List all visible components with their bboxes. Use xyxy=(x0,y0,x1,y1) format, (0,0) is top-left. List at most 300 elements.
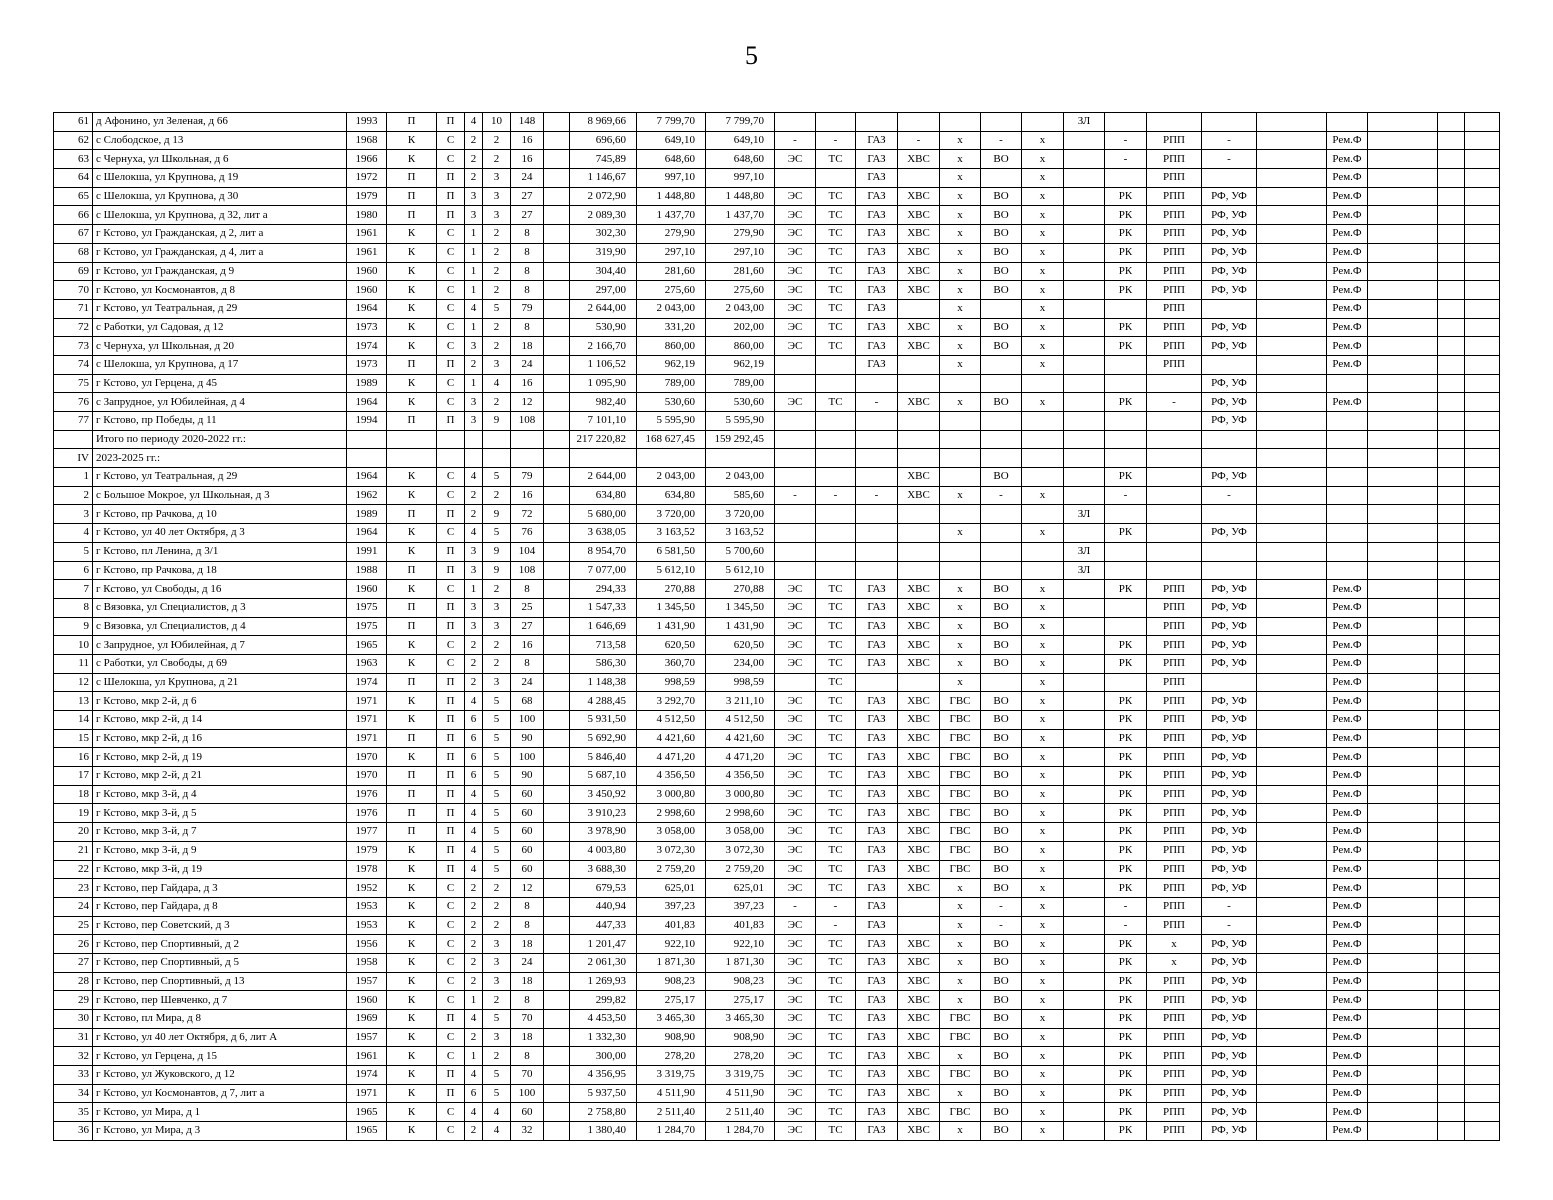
cell-kr: х xyxy=(1022,785,1064,804)
cell-rf xyxy=(1202,673,1257,692)
cell-year: 1971 xyxy=(347,729,387,748)
cell-gaz: ГАЗ xyxy=(856,916,898,935)
cell-remf: Рем.Ф xyxy=(1327,206,1368,225)
cell-extra-e4 xyxy=(1438,991,1465,1010)
cell-rpp: РПП xyxy=(1147,281,1202,300)
cell-extra-e5 xyxy=(1465,1010,1500,1029)
cell-floors: 6 xyxy=(465,711,483,730)
cell-floors: 1 xyxy=(465,318,483,337)
cell-rpp: РПП xyxy=(1147,991,1202,1010)
cell-vo xyxy=(981,355,1022,374)
cell-area_living: 3 465,30 xyxy=(637,1010,706,1029)
cell-rf: РФ, УФ xyxy=(1202,206,1257,225)
cell-vo xyxy=(981,524,1022,543)
housing-registry-table xyxy=(53,112,1500,1141)
cell-floors: 3 xyxy=(465,598,483,617)
cell-floors: 1 xyxy=(465,374,483,393)
table-row xyxy=(54,1066,1500,1085)
cell-kr: х xyxy=(1022,767,1064,786)
cell-area_res: 5 595,90 xyxy=(706,412,775,431)
cell-entrances: 5 xyxy=(483,804,511,823)
cell-extra-e5 xyxy=(1465,243,1500,262)
cell-kr: х xyxy=(1022,187,1064,206)
cell-extra-e3 xyxy=(1368,823,1438,842)
cell-roof: С xyxy=(437,1103,465,1122)
cell-year: 1952 xyxy=(347,879,387,898)
cell-extra-e3 xyxy=(1368,991,1438,1010)
cell-no: 28 xyxy=(54,972,93,991)
cell-address: г Кстово, ул Герцена, д 15 xyxy=(93,1047,347,1066)
cell-floors: 4 xyxy=(465,299,483,318)
cell-gaz: ГАЗ xyxy=(856,860,898,879)
cell-area_total: 4 356,95 xyxy=(570,1066,637,1085)
cell-gaz: ГАЗ xyxy=(856,169,898,188)
cell-address: г Кстово, мкр 3-й, д 7 xyxy=(93,823,347,842)
cell-roof: П xyxy=(437,542,465,561)
cell-es xyxy=(775,430,816,449)
page-number: 5 xyxy=(745,41,758,70)
cell-extra-e1 xyxy=(544,935,570,954)
cell-es: ЭС xyxy=(775,804,816,823)
cell-no: 76 xyxy=(54,393,93,412)
table-row xyxy=(54,654,1500,673)
cell-entrances: 2 xyxy=(483,318,511,337)
cell-kr: х xyxy=(1022,1028,1064,1047)
cell-area_living: 1 448,80 xyxy=(637,187,706,206)
cell-extra-e5 xyxy=(1465,225,1500,244)
cell-area_res: 2 043,00 xyxy=(706,468,775,487)
cell-year: 1956 xyxy=(347,935,387,954)
cell-entrances: 5 xyxy=(483,692,511,711)
cell-hvs: ХВС xyxy=(898,879,940,898)
cell-es: ЭС xyxy=(775,337,816,356)
cell-hvs: ХВС xyxy=(898,206,940,225)
cell-rk: РК xyxy=(1105,1122,1147,1141)
cell-year: 1964 xyxy=(347,393,387,412)
cell-es: ЭС xyxy=(775,318,816,337)
cell-extra-e1 xyxy=(544,355,570,374)
cell-wall xyxy=(387,449,437,468)
cell-rf: РФ, УФ xyxy=(1202,935,1257,954)
cell-wall: К xyxy=(387,262,437,281)
cell-area_living: 3 058,00 xyxy=(637,823,706,842)
cell-kr xyxy=(1022,412,1064,431)
cell-area_total: 5 692,90 xyxy=(570,729,637,748)
cell-kr: х xyxy=(1022,169,1064,188)
cell-address: с Работки, ул Свободы, д 69 xyxy=(93,654,347,673)
cell-year: 1975 xyxy=(347,617,387,636)
cell-rf: РФ, УФ xyxy=(1202,337,1257,356)
cell-apartments: 79 xyxy=(511,468,544,487)
cell-floors: 2 xyxy=(465,897,483,916)
cell-entrances: 5 xyxy=(483,1010,511,1029)
cell-es: ЭС xyxy=(775,991,816,1010)
cell-extra-e3 xyxy=(1368,524,1438,543)
cell-rf: РФ, УФ xyxy=(1202,318,1257,337)
cell-roof: С xyxy=(437,879,465,898)
cell-extra-e3 xyxy=(1368,169,1438,188)
cell-area_living: 281,60 xyxy=(637,262,706,281)
cell-remf: Рем.Ф xyxy=(1327,1028,1368,1047)
cell-address: г Кстово, мкр 3-й, д 4 xyxy=(93,785,347,804)
cell-address: г Кстово, ул Гражданская, д 9 xyxy=(93,262,347,281)
cell-es: ЭС xyxy=(775,935,816,954)
cell-zl xyxy=(1064,841,1105,860)
cell-extra-e5 xyxy=(1465,542,1500,561)
cell-area_res: 4 512,50 xyxy=(706,711,775,730)
cell-floors: 2 xyxy=(465,1028,483,1047)
cell-rf: РФ, УФ xyxy=(1202,374,1257,393)
cell-no: 12 xyxy=(54,673,93,692)
cell-zl xyxy=(1064,225,1105,244)
cell-extra-e4 xyxy=(1438,524,1465,543)
cell-extra-e1 xyxy=(544,860,570,879)
cell-hvs xyxy=(898,542,940,561)
cell-ts: ТС xyxy=(816,1047,856,1066)
cell-extra-e3 xyxy=(1368,337,1438,356)
cell-no: 5 xyxy=(54,542,93,561)
cell-extra-e1 xyxy=(544,1028,570,1047)
cell-gvs: х xyxy=(940,916,981,935)
cell-zl xyxy=(1064,318,1105,337)
cell-area_living: 275,60 xyxy=(637,281,706,300)
cell-entrances: 5 xyxy=(483,860,511,879)
cell-kr xyxy=(1022,542,1064,561)
cell-area_total: 299,82 xyxy=(570,991,637,1010)
cell-area_res: 2 043,00 xyxy=(706,299,775,318)
cell-year: 1960 xyxy=(347,262,387,281)
cell-floors: 3 xyxy=(465,617,483,636)
cell-gaz: ГАЗ xyxy=(856,841,898,860)
cell-apartments: 8 xyxy=(511,262,544,281)
cell-extra-e1 xyxy=(544,412,570,431)
cell-es: ЭС xyxy=(775,206,816,225)
cell-extra-e3 xyxy=(1368,692,1438,711)
cell-remf: Рем.Ф xyxy=(1327,187,1368,206)
cell-extra-e3 xyxy=(1368,1103,1438,1122)
cell-extra-e5 xyxy=(1465,131,1500,150)
cell-rpp: РПП xyxy=(1147,972,1202,991)
cell-entrances: 2 xyxy=(483,1047,511,1066)
cell-kr: х xyxy=(1022,1103,1064,1122)
cell-vo: ВО xyxy=(981,748,1022,767)
cell-no: 8 xyxy=(54,598,93,617)
cell-area_total: 8 954,70 xyxy=(570,542,637,561)
table-row xyxy=(54,879,1500,898)
cell-rpp: РПП xyxy=(1147,206,1202,225)
cell-gvs: х xyxy=(940,355,981,374)
cell-rf: РФ, УФ xyxy=(1202,729,1257,748)
cell-extra-e1 xyxy=(544,841,570,860)
cell-kr: х xyxy=(1022,916,1064,935)
cell-extra-e1 xyxy=(544,524,570,543)
cell-extra-e2 xyxy=(1257,935,1327,954)
cell-hvs: ХВС xyxy=(898,860,940,879)
cell-area_total: 679,53 xyxy=(570,879,637,898)
cell-rf: РФ, УФ xyxy=(1202,1028,1257,1047)
cell-remf xyxy=(1327,374,1368,393)
table-row xyxy=(54,636,1500,655)
cell-extra-e5 xyxy=(1465,580,1500,599)
cell-hvs: ХВС xyxy=(898,636,940,655)
cell-entrances: 5 xyxy=(483,748,511,767)
cell-roof: П xyxy=(437,598,465,617)
cell-apartments: 148 xyxy=(511,113,544,132)
cell-extra-e3 xyxy=(1368,505,1438,524)
cell-hvs: ХВС xyxy=(898,150,940,169)
cell-hvs: ХВС xyxy=(898,935,940,954)
cell-zl xyxy=(1064,711,1105,730)
cell-rf xyxy=(1202,449,1257,468)
cell-extra-e3 xyxy=(1368,972,1438,991)
cell-kr xyxy=(1022,430,1064,449)
cell-apartments: 25 xyxy=(511,598,544,617)
cell-es: ЭС xyxy=(775,748,816,767)
cell-extra-e1 xyxy=(544,673,570,692)
cell-roof: П xyxy=(437,1084,465,1103)
cell-extra-e3 xyxy=(1368,150,1438,169)
cell-apartments: 8 xyxy=(511,916,544,935)
cell-es: ЭС xyxy=(775,972,816,991)
table-row xyxy=(54,187,1500,206)
cell-vo xyxy=(981,374,1022,393)
cell-gvs: х xyxy=(940,318,981,337)
cell-floors: 1 xyxy=(465,281,483,300)
cell-kr: х xyxy=(1022,299,1064,318)
cell-wall: К xyxy=(387,337,437,356)
cell-remf: Рем.Ф xyxy=(1327,617,1368,636)
cell-rk: РК xyxy=(1105,262,1147,281)
cell-area_living: 6 581,50 xyxy=(637,542,706,561)
cell-remf: Рем.Ф xyxy=(1327,879,1368,898)
cell-extra-e4 xyxy=(1438,206,1465,225)
cell-area_res: 997,10 xyxy=(706,169,775,188)
cell-es xyxy=(775,561,816,580)
cell-extra-e4 xyxy=(1438,468,1465,487)
cell-rpp: РПП xyxy=(1147,225,1202,244)
cell-hvs xyxy=(898,299,940,318)
cell-extra-e3 xyxy=(1368,636,1438,655)
cell-no: 21 xyxy=(54,841,93,860)
cell-year xyxy=(347,430,387,449)
cell-extra-e5 xyxy=(1465,505,1500,524)
cell-floors: 1 xyxy=(465,225,483,244)
cell-rpp xyxy=(1147,412,1202,431)
cell-extra-e5 xyxy=(1465,281,1500,300)
cell-area_res: 5 612,10 xyxy=(706,561,775,580)
cell-floors: 4 xyxy=(465,1103,483,1122)
cell-wall: К xyxy=(387,580,437,599)
cell-ts xyxy=(816,113,856,132)
cell-area_living: 168 627,45 xyxy=(637,430,706,449)
cell-remf: Рем.Ф xyxy=(1327,318,1368,337)
cell-gvs xyxy=(940,113,981,132)
cell-remf: Рем.Ф xyxy=(1327,897,1368,916)
cell-gvs: ГВС xyxy=(940,1066,981,1085)
cell-ts: ТС xyxy=(816,879,856,898)
cell-rk: - xyxy=(1105,150,1147,169)
cell-remf: Рем.Ф xyxy=(1327,654,1368,673)
cell-roof: С xyxy=(437,243,465,262)
cell-rk: РК xyxy=(1105,580,1147,599)
cell-area_living: 360,70 xyxy=(637,654,706,673)
cell-gaz: ГАЗ xyxy=(856,262,898,281)
cell-wall xyxy=(387,430,437,449)
cell-remf: Рем.Ф xyxy=(1327,860,1368,879)
cell-rf: РФ, УФ xyxy=(1202,225,1257,244)
cell-vo: ВО xyxy=(981,935,1022,954)
cell-year: 1989 xyxy=(347,374,387,393)
cell-hvs: ХВС xyxy=(898,748,940,767)
cell-zl xyxy=(1064,804,1105,823)
cell-area_total: 1 106,52 xyxy=(570,355,637,374)
table-row xyxy=(54,935,1500,954)
table-row xyxy=(54,430,1500,449)
cell-zl xyxy=(1064,991,1105,1010)
cell-extra-e2 xyxy=(1257,916,1327,935)
cell-vo: ВО xyxy=(981,767,1022,786)
cell-area_living: 297,10 xyxy=(637,243,706,262)
cell-extra-e5 xyxy=(1465,113,1500,132)
cell-gaz: - xyxy=(856,486,898,505)
cell-no: 69 xyxy=(54,262,93,281)
cell-remf xyxy=(1327,524,1368,543)
cell-no: 1 xyxy=(54,468,93,487)
cell-rk: РК xyxy=(1105,337,1147,356)
cell-extra-e2 xyxy=(1257,281,1327,300)
cell-area_total: 5 937,50 xyxy=(570,1084,637,1103)
cell-kr: х xyxy=(1022,711,1064,730)
cell-extra-e4 xyxy=(1438,430,1465,449)
cell-hvs xyxy=(898,449,940,468)
cell-extra-e1 xyxy=(544,972,570,991)
cell-wall: К xyxy=(387,636,437,655)
cell-extra-e4 xyxy=(1438,281,1465,300)
cell-extra-e3 xyxy=(1368,804,1438,823)
cell-extra-e1 xyxy=(544,486,570,505)
cell-gvs: х xyxy=(940,991,981,1010)
cell-area_total: 1 547,33 xyxy=(570,598,637,617)
cell-floors: 2 xyxy=(465,131,483,150)
cell-extra-e1 xyxy=(544,113,570,132)
cell-rpp: РПП xyxy=(1147,262,1202,281)
cell-area_total: 5 931,50 xyxy=(570,711,637,730)
cell-rf xyxy=(1202,169,1257,188)
cell-extra-e2 xyxy=(1257,449,1327,468)
cell-floors: 6 xyxy=(465,748,483,767)
cell-extra-e4 xyxy=(1438,299,1465,318)
table-row xyxy=(54,729,1500,748)
cell-vo xyxy=(981,542,1022,561)
cell-floors: 3 xyxy=(465,561,483,580)
cell-entrances: 2 xyxy=(483,897,511,916)
cell-floors: 3 xyxy=(465,412,483,431)
cell-address: г Кстово, ул Герцена, д 45 xyxy=(93,374,347,393)
cell-extra-e1 xyxy=(544,187,570,206)
cell-extra-e5 xyxy=(1465,169,1500,188)
cell-gaz: ГАЗ xyxy=(856,935,898,954)
cell-rk: РК xyxy=(1105,243,1147,262)
cell-area_living: 649,10 xyxy=(637,131,706,150)
cell-year: 1975 xyxy=(347,598,387,617)
cell-remf: Рем.Ф xyxy=(1327,131,1368,150)
cell-wall: П xyxy=(387,412,437,431)
cell-rk: - xyxy=(1105,131,1147,150)
cell-address: г Кстово, мкр 2-й, д 16 xyxy=(93,729,347,748)
cell-rf: РФ, УФ xyxy=(1202,1047,1257,1066)
cell-extra-e1 xyxy=(544,131,570,150)
cell-area_living: 7 799,70 xyxy=(637,113,706,132)
cell-entrances: 10 xyxy=(483,113,511,132)
cell-es: ЭС xyxy=(775,1122,816,1141)
cell-year: 1970 xyxy=(347,767,387,786)
cell-ts: - xyxy=(816,916,856,935)
cell-extra-e2 xyxy=(1257,804,1327,823)
cell-es: ЭС xyxy=(775,281,816,300)
cell-roof: П xyxy=(437,841,465,860)
cell-es: ЭС xyxy=(775,860,816,879)
cell-rpp: РПП xyxy=(1147,1103,1202,1122)
cell-zl xyxy=(1064,673,1105,692)
cell-address: г Кстово, ул Свободы, д 16 xyxy=(93,580,347,599)
cell-gvs xyxy=(940,412,981,431)
cell-hvs xyxy=(898,374,940,393)
cell-apartments: 16 xyxy=(511,150,544,169)
cell-rk xyxy=(1105,430,1147,449)
cell-hvs: ХВС xyxy=(898,841,940,860)
cell-apartments: 100 xyxy=(511,748,544,767)
cell-apartments: 60 xyxy=(511,841,544,860)
cell-remf xyxy=(1327,505,1368,524)
cell-gvs: ГВС xyxy=(940,729,981,748)
cell-extra-e2 xyxy=(1257,243,1327,262)
cell-area_total: 2 089,30 xyxy=(570,206,637,225)
cell-vo: ВО xyxy=(981,1028,1022,1047)
cell-extra-e1 xyxy=(544,580,570,599)
table-row xyxy=(54,225,1500,244)
cell-extra-e3 xyxy=(1368,561,1438,580)
cell-no: 70 xyxy=(54,281,93,300)
cell-roof: С xyxy=(437,225,465,244)
cell-floors: 4 xyxy=(465,1066,483,1085)
cell-hvs: ХВС xyxy=(898,262,940,281)
cell-year: 1968 xyxy=(347,131,387,150)
cell-vo: - xyxy=(981,916,1022,935)
cell-apartments: 8 xyxy=(511,991,544,1010)
cell-ts: ТС xyxy=(816,243,856,262)
cell-extra-e2 xyxy=(1257,393,1327,412)
cell-extra-e5 xyxy=(1465,654,1500,673)
cell-floors: 4 xyxy=(465,804,483,823)
cell-extra-e2 xyxy=(1257,374,1327,393)
cell-extra-e4 xyxy=(1438,804,1465,823)
cell-zl xyxy=(1064,262,1105,281)
cell-wall: К xyxy=(387,1010,437,1029)
cell-gaz: ГАЗ xyxy=(856,337,898,356)
cell-extra-e1 xyxy=(544,225,570,244)
cell-area_res: 2 759,20 xyxy=(706,860,775,879)
cell-es: ЭС xyxy=(775,262,816,281)
cell-entrances: 4 xyxy=(483,1103,511,1122)
cell-extra-e5 xyxy=(1465,355,1500,374)
cell-kr: х xyxy=(1022,1047,1064,1066)
cell-year: 1974 xyxy=(347,1066,387,1085)
cell-hvs xyxy=(898,430,940,449)
cell-rf: РФ, УФ xyxy=(1202,841,1257,860)
cell-gaz xyxy=(856,449,898,468)
cell-es: ЭС xyxy=(775,729,816,748)
cell-extra-e2 xyxy=(1257,561,1327,580)
